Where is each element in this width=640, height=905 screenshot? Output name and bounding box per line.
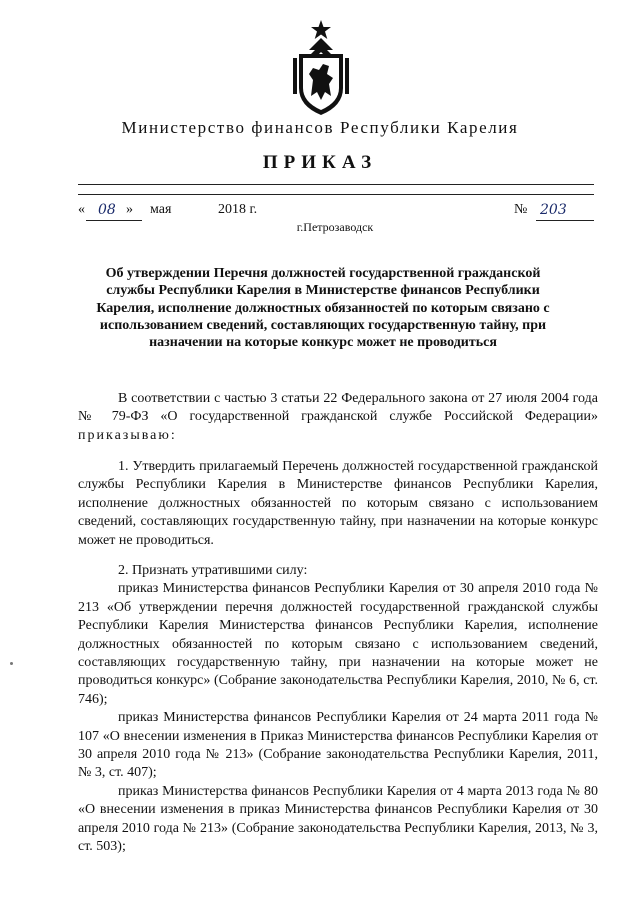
document-title: ПРИКАЗ	[262, 152, 378, 173]
scan-artifact	[10, 662, 13, 665]
date-day: 08	[98, 202, 116, 218]
date-month: мая	[150, 202, 172, 217]
order-number: 203	[540, 202, 567, 218]
item-2-c-text: приказ Министерства финансов Республики Карелия от 4 марта 2013 года № 80 «О внесении изменения в приказ Министерства финансов Республики Карелия от 30 апреля 2010 года № 213» (Собрание законодательства Республики Карелия, 2013, № 3, ст. 503);	[78, 783, 598, 855]
item-2-b-text: приказ Министерства финансов Республики Карелия от 24 марта 2011 года № 107 «О внесении изменения в Приказ Министерства финансов Республики Карелия от 30 апреля 2010 года № 213» (Собрание законодательства Республики Карелия, 2011, № 3, ст. 407);	[78, 710, 598, 781]
item-1-paragraph	[78, 458, 598, 550]
item-2-a-text: приказ Министерства финансов Республики Карелия от 30 апреля 2010 года № 213 «Об утверждении перечня должностей государственной гражданской службы Республики Карелия Министерства финансов Республики Карелия, исполнение должностных обязанностей по которым связано с использованием сведений, составляющих государственную тайну, при назначении на которые может не проводиться конкурс» (Собрание законодательства Республики Карелия, 2010, № 6, ст. 746);	[78, 581, 598, 707]
date-open-quote: «	[78, 202, 85, 217]
order-heading: Об утверждении Перечня должностей государственной гражданской службы Республики Карелия в Министерстве финансов Республики Карелия, исполнение должностных обязанностей по которым связано с использованием сведений, составляющих государственную тайну, при назначении на которые конкурс может не проводиться	[96, 266, 550, 351]
date-close-quote: »	[126, 202, 133, 217]
date-year: 2018 г.	[218, 202, 258, 217]
city-name: г.Петрозаводск	[296, 220, 374, 234]
header-rule-top	[78, 184, 594, 185]
ministry-name: Министерство финансов Республики Карелия	[121, 118, 519, 137]
item-2-title: 2. Признать утратившими силу:	[118, 563, 308, 578]
preamble-text: В соответствии с частью 3 статьи 22 Федерального закона от 27 июля 2004 года № 79-ФЗ «О государственной гражданской службе Российской Федерации»	[78, 391, 598, 425]
item-1-text: 1. Утвердить прилагаемый Перечень должностей государственной гражданской службы Республики Карелия в Министерстве финансов Республики Карелия, исполнение должностных обязанностей по которым связано с использованием сведений, составляющих государственную тайну, при назначении на которые конкурс может не проводиться.	[78, 459, 598, 548]
order-number-label: №	[514, 202, 528, 217]
coat-of-arms-icon	[289, 18, 353, 118]
preamble-paragraph	[78, 390, 598, 445]
preamble-command: приказываю:	[78, 427, 177, 443]
item-2-section	[78, 562, 598, 857]
header-rule-bottom	[78, 194, 594, 195]
